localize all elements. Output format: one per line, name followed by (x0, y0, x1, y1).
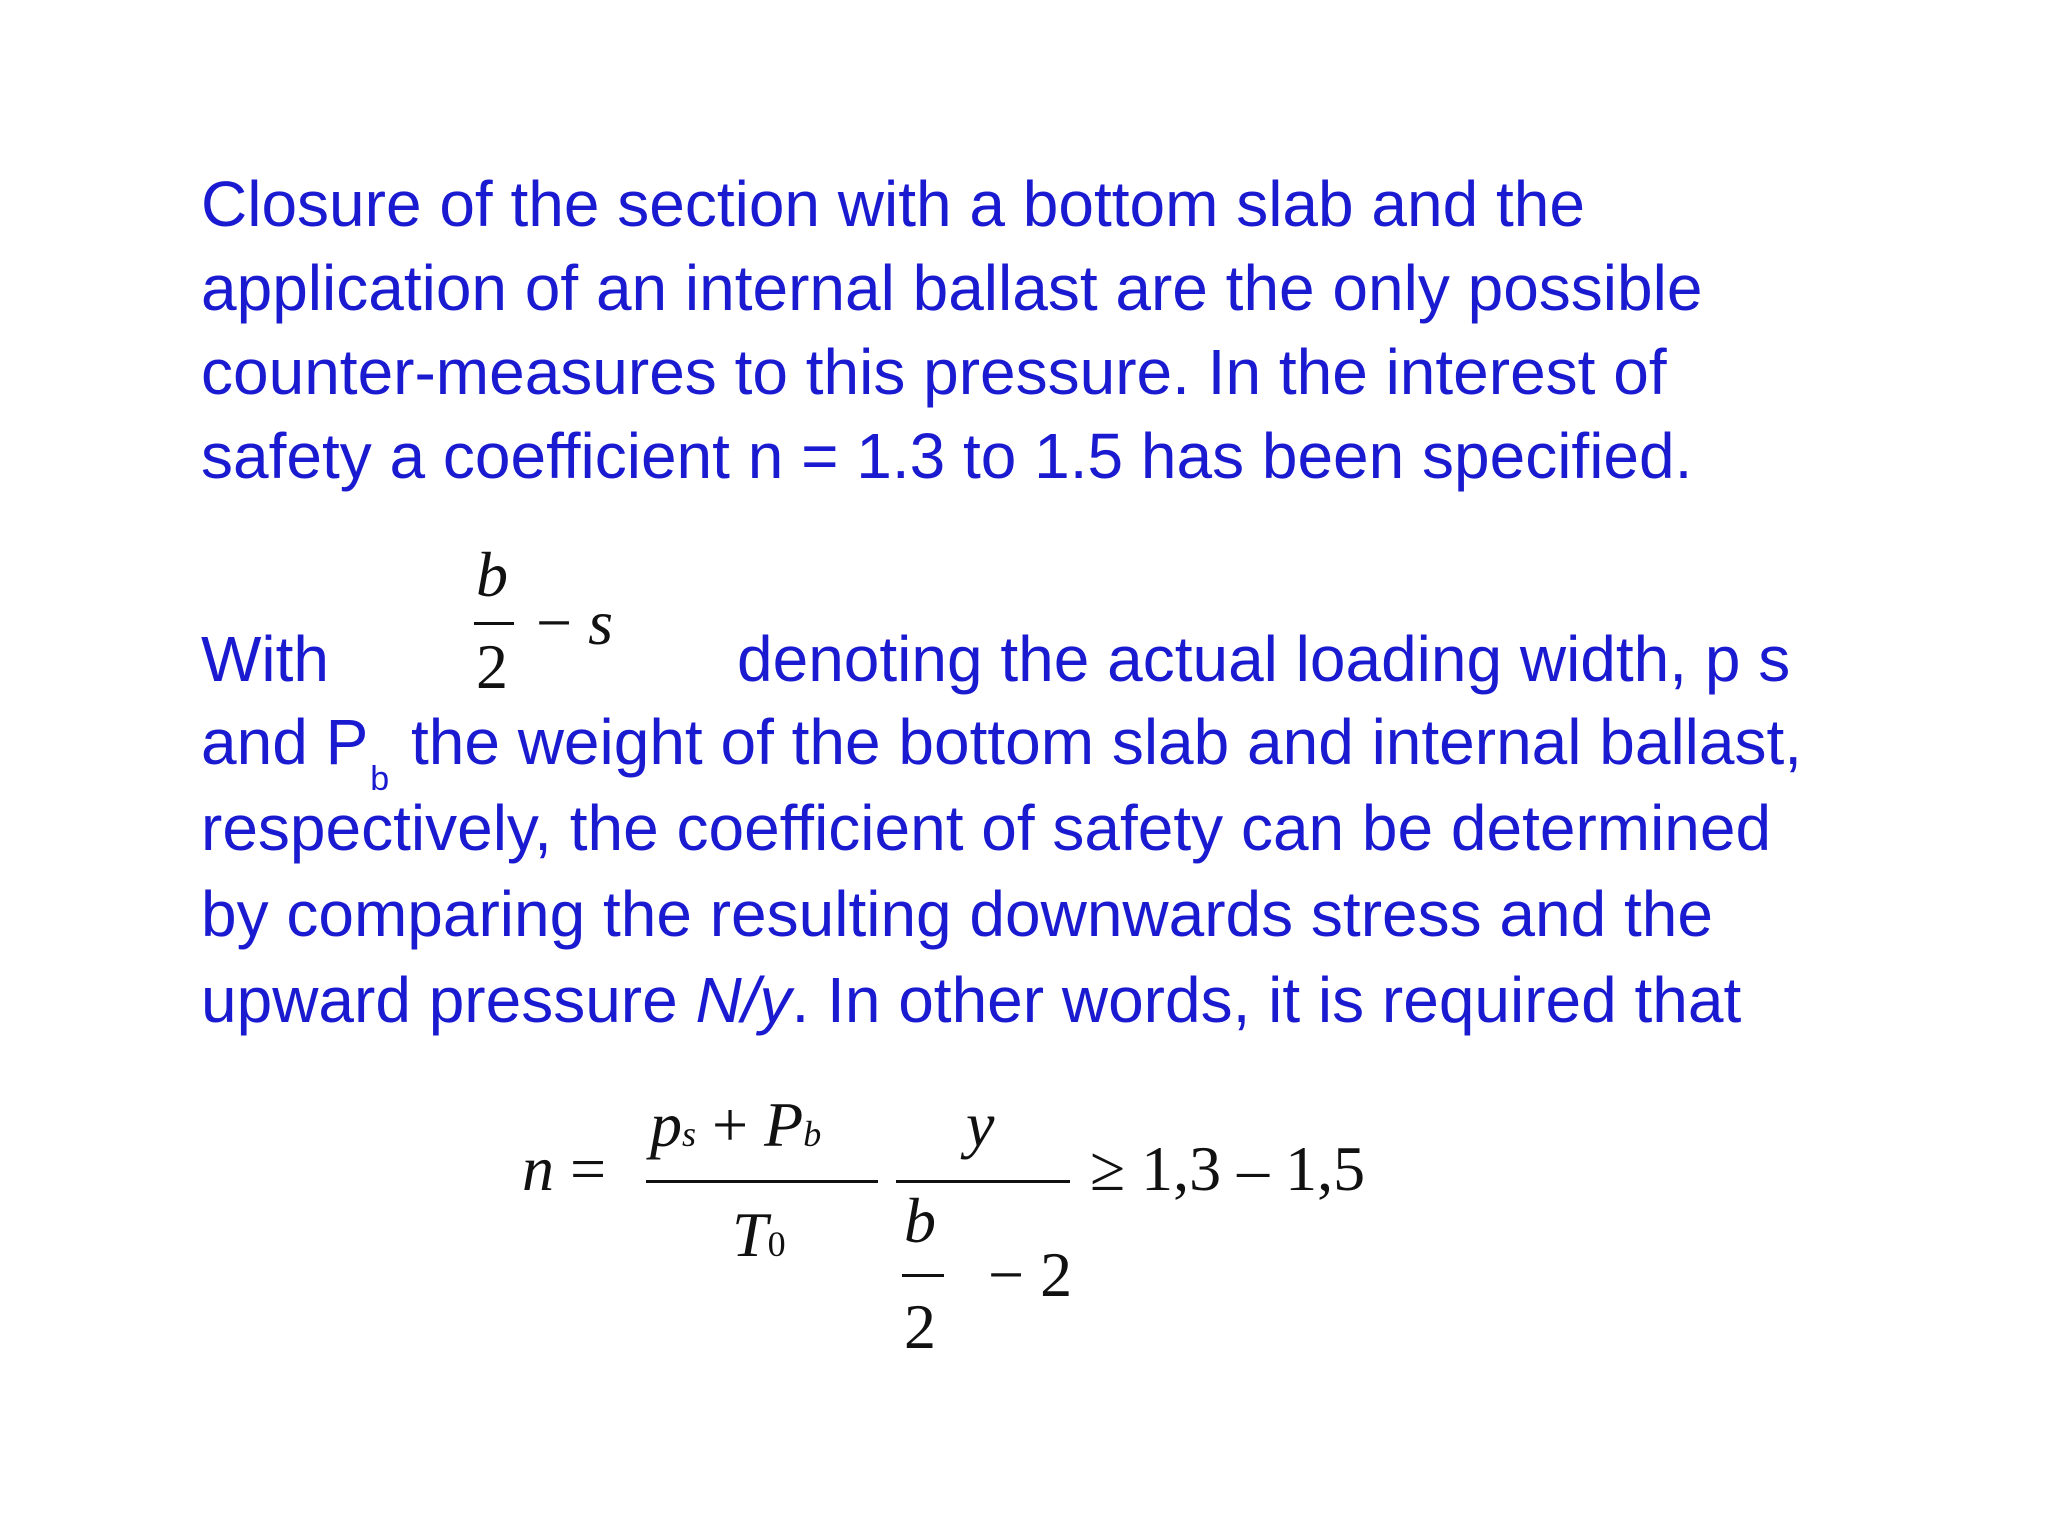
formula-inequality: ≥ 1,3 – 1,5 (1090, 1133, 1366, 1204)
paragraph-2-rest (201, 700, 1802, 1044)
formula-inner-denominator: 2 (904, 1291, 936, 1362)
denoting-text: denoting the actual loading width, p s (737, 623, 1791, 695)
paragraph-2-line-1 (201, 617, 1790, 701)
paragraph-2-line-2: and $P_b$ the weight of the bottom slab and internal ballast, (201, 706, 1803, 798)
paragraph-1 (201, 162, 1702, 498)
inline-expr-fraction-bar (474, 622, 514, 625)
inline-expr-denominator: 2 (476, 631, 508, 702)
paragraph-1-line: application of an internal ballast are the only possible (201, 252, 1703, 324)
inline-expr-numerator: b (476, 539, 508, 610)
paragraph-2-line-4: by comparing the resulting downwards stress and the (201, 878, 1713, 950)
formula-inner-fraction-bar (902, 1274, 944, 1277)
formula-inner-minus-2: − 2 (988, 1239, 1073, 1310)
paragraph-2-line-5: upward pressure N/y. In other words, it is required that (201, 964, 1742, 1036)
paragraph-1-line: safety a coefficient n = 1.3 to 1.5 has been specified. (201, 420, 1693, 492)
paragraph-1-line: counter-measures to this pressure. In the interest of (201, 336, 1667, 408)
formula-lhs: n = (522, 1133, 607, 1204)
paragraph-2-line-3: respectively, the coefficient of safety can be determined (201, 792, 1772, 864)
formula-denominator-1: T0 (732, 1199, 786, 1270)
formula-fraction-bar-1 (646, 1180, 878, 1183)
formula-numerator-2: y (966, 1089, 995, 1160)
formula-inner-numerator: b (904, 1185, 936, 1256)
formula-fraction-bar-2 (896, 1180, 1070, 1183)
inline-expr-minus-s: − s (536, 587, 613, 658)
formula-numerator-1: ps + Pb (650, 1089, 822, 1160)
with-label: With (201, 623, 329, 695)
paragraph-1-line: Closure of the section with a bottom slab and the (201, 168, 1585, 240)
